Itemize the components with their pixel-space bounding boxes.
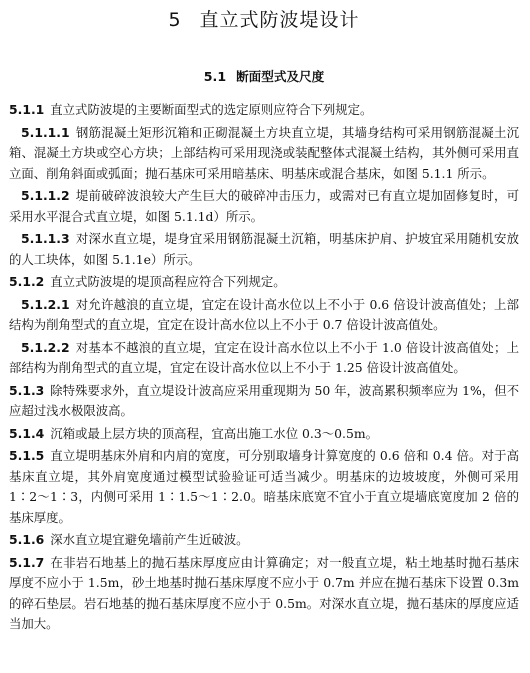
clause-paragraph [9,272,519,293]
chapter-number: 5 [168,9,182,31]
clause-number: 5.1.2.2 [21,339,70,355]
chapter-title [9,8,519,32]
section-title-text: 断面型式及尺度 [236,69,325,84]
clause-text: 直立式防波堤的堤顶高程应符合下列规定。 [50,274,286,289]
chapter-title-text: 直立式防波堤设计 [199,9,360,31]
clause-number: 5.1.3 [9,382,45,398]
clause-number: 5.1.7 [9,554,45,570]
clause-number: 5.1.1 [9,102,45,117]
clause-text: 对基本不越浪的直立堤，宜定在设计高水位以上不小于 1.0 倍设计波高值处；上部结构为削角型式的直立堤，宜定在设计高水位以上不小于 1.25 倍设计波高值处。 [9,339,519,375]
clause-paragraph [9,424,519,445]
clause-paragraph [9,338,519,379]
clause-paragraph [9,229,519,270]
clause-number: 5.1.6 [9,532,45,547]
clause-number: 5.1.1.3 [21,231,70,246]
clause-text: 深水直立堤宜避免墙前产生近破波。 [50,532,249,547]
clause-number: 5.1.5 [9,448,45,463]
section-number: 5.1 [203,69,227,84]
clause-number: 5.1.4 [9,425,45,441]
clause-paragraph [9,530,519,551]
clause-text: 直立式防波堤的主要断面型式的选定原则应符合下列规定。 [50,102,373,117]
clause-number: 5.1.2 [9,274,45,289]
clause-number: 5.1.1.1 [21,124,70,140]
section-title [9,69,519,85]
clause-paragraph [9,446,519,528]
clause-text: 对允许越浪的直立堤，宜定在设计高水位以上不小于 0.6 倍设计波高值处；上部结构为削角型式的直立堤，宜定在设计高水位以上不小于 0.7 倍设计波高值处。 [9,296,519,332]
clause-paragraph [9,295,519,336]
clause-paragraph [9,553,519,635]
clause-number: 5.1.1.2 [21,188,70,203]
clause-text: 对深水直立堤，堤身宜采用钢筋混凝土沉箱，明基床护肩、护坡宜采用随机安放的人工块体，如图 5.1.1e）所示。 [9,231,519,267]
clause-paragraph [9,123,519,185]
clause-list [9,100,519,635]
clause-number: 5.1.2.1 [21,296,70,312]
clause-paragraph [9,381,519,422]
clause-text: 堤前破碎波浪较大产生巨大的破碎冲击压力，或需对已有直立堤加固修复时，可采用水平混合式直立堤，如图 5.1.1d）所示。 [9,188,519,224]
clause-text: 沉箱或最上层方块的顶高程，宜高出施工水位 0.3～0.5m。 [50,425,378,441]
clause-text: 钢筋混凝土矩形沉箱和正砌混凝土方块直立堤，其墙身结构可采用钢筋混凝土沉箱、混凝土方块或空心方块；上部结构可采用现浇或装配整体式混凝土结构，其外侧可采用直立面、削角斜面或弧面；抛石基床可采用暗基床、明基床或混合基床，如图 5.1.1 所示。 [9,124,519,181]
clause-paragraph [9,100,519,121]
clause-text: 除特殊要求外，直立堤设计波高应采用重现期为 50 年，波高累积频率应为 1%，但不应超过浅水极限波高。 [9,382,519,418]
clause-text: 直立堤明基床外肩和内肩的宽度，可分别取墙身计算宽度的 0.6 倍和 0.4 倍。对于高基床直立堤，其外肩宽度通过模型试验验证可适当减少。明基床的边坡坡度，外侧可采用 1∶2～1∶3，内侧可采用 1∶1.5～1∶2.0。暗基床底宽不宜小于直立堤墙底宽度加 2 倍的基床厚度。 [9,448,519,525]
clause-paragraph [9,186,519,227]
clause-text: 在非岩石地基上的抛石基床厚度应由计算确定；对一般直立堤，粘土地基时抛石基床厚度不应小于 1.5m，砂土地基时抛石基床厚度不应小于 0.7m 并应在抛石基床下设置 0.3m 的碎石垫层。岩石地基的抛石基床厚度不应小于 0.5m。对深水直立堤，抛石基床的厚度应适当加大。 [9,554,519,631]
